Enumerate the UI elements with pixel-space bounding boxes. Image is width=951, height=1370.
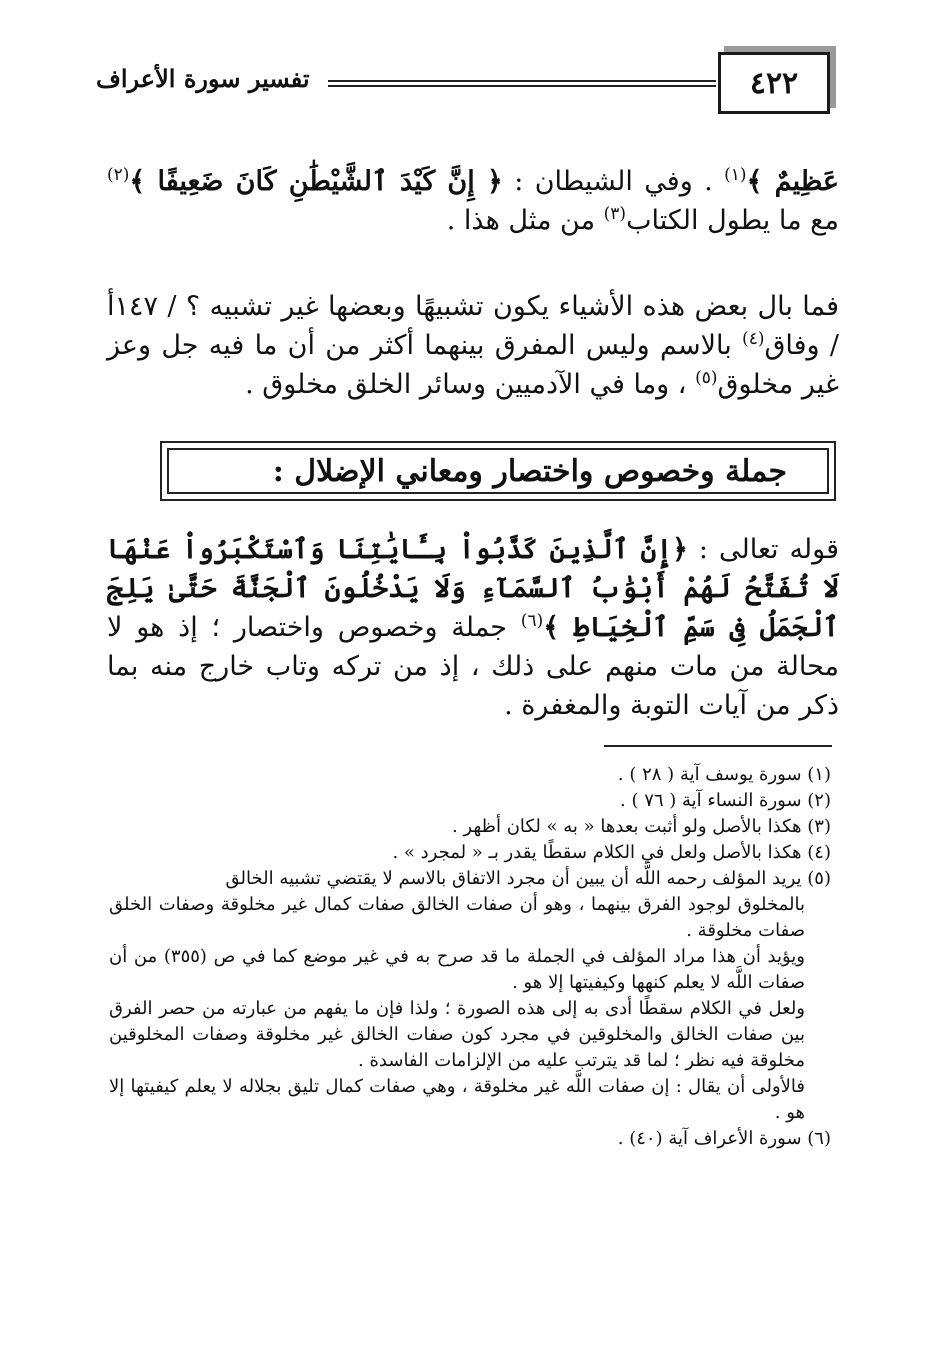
footnotes (109, 762, 831, 1152)
footnote-ref-3: (٣) (603, 204, 627, 224)
section-heading-frame (160, 441, 836, 501)
text-span: من مثل هذا . (446, 205, 604, 236)
footnote-5: (٥) يريد المؤلف رحمه اللَّه أن يبين أن مجرد الاتفاق بالاسم لا يقتضي تشبيه الخالق (225, 868, 831, 889)
paragraph-2 (107, 287, 839, 404)
footnote-5-continuation: فالأولى أن يقال : إن صفات اللَّه غير مخلوقة ، وهي صفات كمال تليق بجلاله لا يعلم كيفيتها إلا هو . (109, 1076, 805, 1123)
header-divider (328, 80, 716, 87)
footnote-5-continuation: ولعل في الكلام سقطًا أدى به إلى هذه الصورة ؛ ولذا فإن ما يفهم من عبارته من حصر الفرق بين صفات الخالق والمخلوقين في مجرد كون صفات الخالق غير مخلوقة وصفات المخلوقين مخلوقة فيه نظر ؛ لما قد يترتب عليه من الإلزامات الفاسدة . (109, 998, 805, 1071)
paragraph-3 (107, 530, 839, 725)
quran-verse: ﴿إِنَّ ٱلَّذِينَ كَذَّبُواْ بِـَٔايَٰتِنَا وَٱسْتَكْبَرُواْ عَنْهَا لَا تُفَتَّحُ لَهُمْ أَبْوَٰبُ ٱلسَّمَآءِ وَلَا يَدْخُلُونَ ٱلْجَنَّةَ حَتَّىٰ يَلِجَ ٱلْجَمَلُ فِى سَمِّ ٱلْخِيَاطِ ﴾ (107, 534, 839, 643)
text-span: قوله تعالى : (687, 534, 839, 565)
quran-verse-end: عَظِيمٌ ﴾ (746, 166, 839, 197)
section-heading: جملة وخصوص واختصار ومعاني الإضلال : (167, 448, 829, 494)
text-span: ، وما في الآدميين وسائر الخلق مخلوق . (245, 369, 696, 400)
text-span: بالاسم وليس المفرق بينهما أكثر من أن ما فيه جل وعز غير مخلوق (107, 330, 839, 400)
text-span: جملة وخصوص واختصار ؛ إذ هو لا محالة من مات منهم على ذلك ، إذ من تركه وتاب خارج منه بما ذكر من آيات التوبة والمغفرة . (107, 612, 839, 721)
footnote-3: (٣) هكذا بالأصل ولو أثبت بعدها « به » لكان أظهر . (451, 816, 831, 837)
text-span: مع ما يطول الكتاب (626, 205, 839, 236)
footnote-1: (١) سورة يوسف آية ( ٢٨ ) . (617, 764, 831, 785)
footnote-ref-5: (٥) (695, 368, 718, 388)
footnote-ref-6: (٦) (520, 611, 544, 631)
footnote-ref-2: (٢) (107, 165, 130, 185)
text-span: فما بال بعض هذه الأشياء يكون تشبيهًا وبعضها غير تشبيه ؟ / ١٤٧أ / وفاق (107, 291, 839, 361)
footnote-ref-1: (١) (724, 165, 747, 185)
text-span: . وفي الشيطان : (502, 166, 725, 197)
footnote-2: (٢) سورة النساء آية ( ٧٦ ) . (620, 790, 831, 811)
paragraph-1 (107, 162, 839, 240)
footnote-divider (604, 745, 832, 747)
footnote-5-continuation: ويؤيد أن هذا مراد المؤلف في الجملة ما قد صرح به في غير موضع كما في ص (٣٥٥) من أن صفات اللَّه لا يعلم كنهها وكيفيتها إلا هو . (109, 946, 806, 993)
footnote-5-continuation: بالمخلوق لوجود الفرق بينهما ، وهو أن صفات الخالق صفات كمال غير مخلوقة وصفات الخلق صفات مخلوقة . (109, 894, 805, 941)
footnote-4: (٤) هكذا بالأصل ولعل في الكلام سقطًا يقدر بـ « لمجرد » . (392, 842, 831, 863)
footnote-6: (٦) سورة الأعراف آية (٤٠) . (617, 1128, 831, 1149)
quran-verse: ﴿ إِنَّ كَيْدَ ٱلشَّيْطَٰنِ كَانَ ضَعِيفًا ﴾ (129, 166, 503, 197)
running-title: تفسير سورة الأعراف (96, 64, 310, 93)
page-number: ٤٢٢ (718, 52, 830, 114)
footnote-ref-4: (٤) (742, 329, 765, 349)
